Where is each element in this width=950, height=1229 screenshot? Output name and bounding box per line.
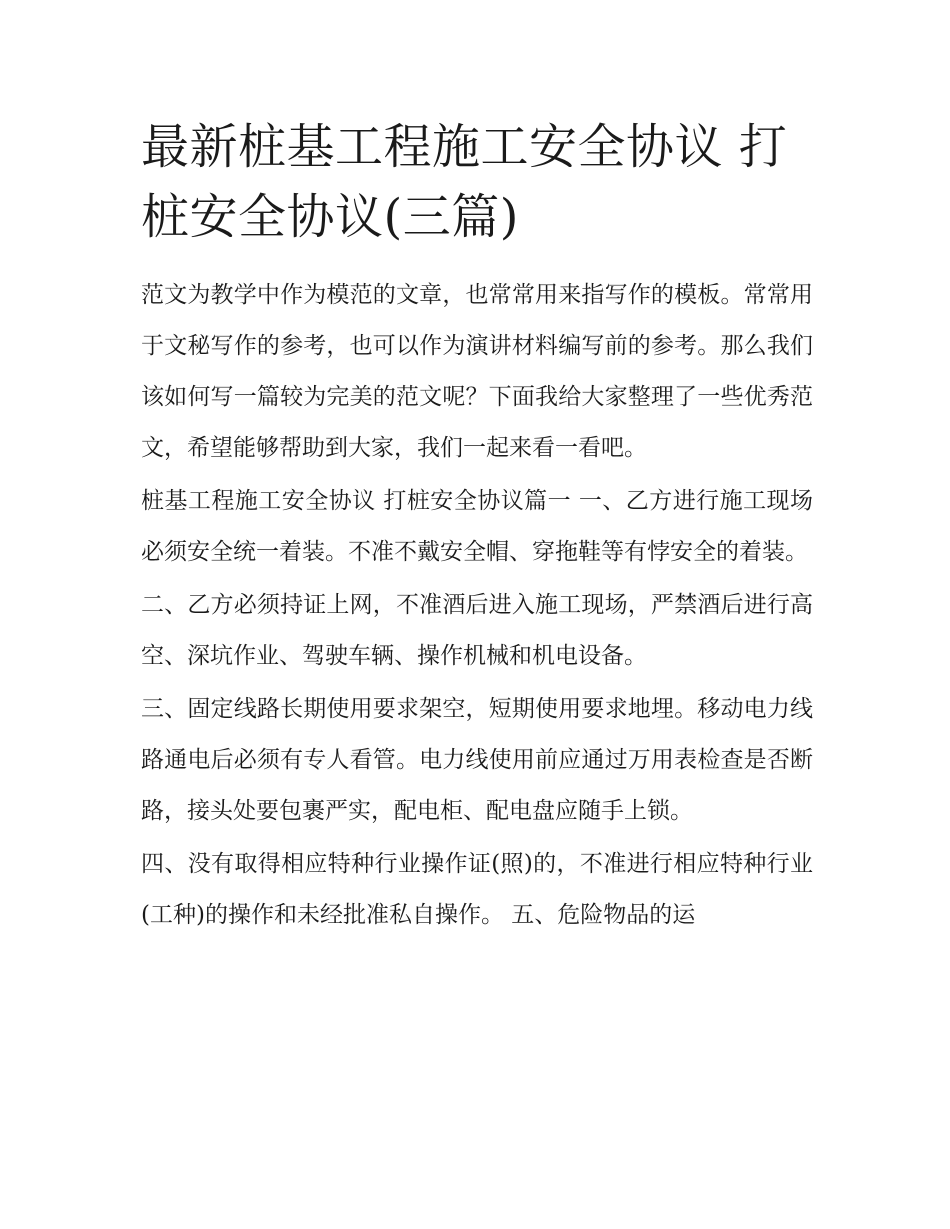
paragraph-clause-1: 桩基工程施工安全协议 打桩安全协议篇一 一、乙方进行施工现场必须安全统一着装。不准不戴安全帽、穿拖鞋等有悖安全的着装。 — [141, 488, 813, 565]
paragraph-intro: 范文为教学中作为模范的文章，也常常用来指写作的模板。常常用于文秘写作的参考，也可以作为演讲材料编写前的参考。那么我们该如何写一篇较为完美的范文呢？下面我给大家整理了一些优秀范文，希望能够帮助到大家，我们一起来看一看吧。 — [141, 282, 813, 461]
document-body — [141, 112, 813, 943]
paragraph-clause-4: 四、没有取得相应特种行业操作证(照)的，不准进行相应特种行业(工种)的操作和未经批准私自操作。 五、危险物品的运 — [141, 851, 813, 928]
paragraph-clause-3: 三、固定线路长期使用要求架空，短期使用要求地埋。移动电力线路通电后必须有专人看管。电力线使用前应通过万用表检查是否断路，接头处要包裹严实，配电柜、配电盘应随手上锁。 — [141, 696, 813, 824]
paragraph-clause-2: 二、乙方必须持证上网，不准酒后进入施工现场，严禁酒后进行高空、深坑作业、驾驶车辆、操作机械和机电设备。 — [141, 592, 813, 669]
document-title: 最新桩基工程施工安全协议 打桩安全协议(三篇) — [141, 119, 788, 245]
